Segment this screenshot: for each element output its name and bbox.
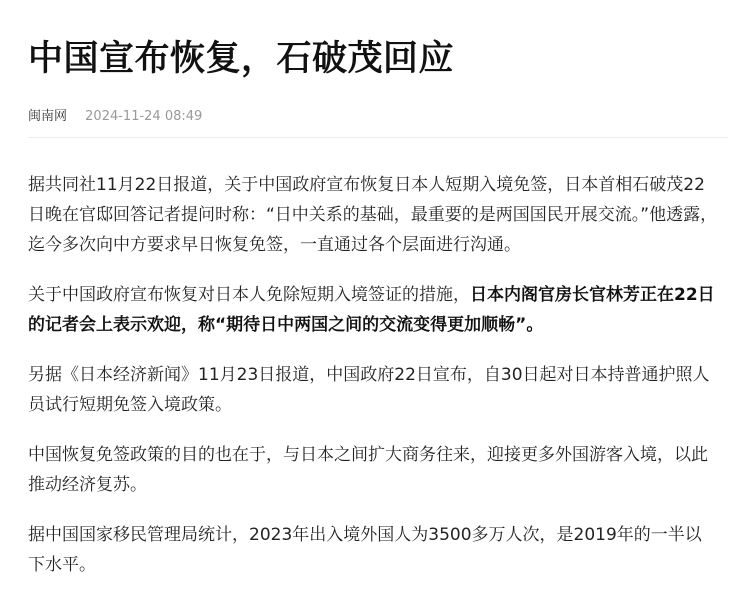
paragraph-text: 关于中国政府宣布恢复对日本人免除短期入境签证的措施， bbox=[28, 285, 470, 305]
article-body bbox=[28, 170, 718, 600]
article-meta bbox=[28, 109, 202, 125]
publish-time: 2024-11-24 08:49 bbox=[85, 109, 203, 124]
paragraph-text: 据共同社11月22日报道，关于中国政府宣布恢复日本人短期入境免签，日本首相石破茂22日晚在官邸回答记者提问时称：“日中关系的基础，最重要的是两国国民开展交流。”他透露，迄今多次向中方要求早日恢复免签，一直通过各个层面进行沟通。 bbox=[28, 175, 718, 255]
paragraph-4 bbox=[28, 440, 718, 500]
paragraph-text: 另据《日本经济新闻》11月23日报道，中国政府22日宣布，自30日起对日本持普通护照人员试行短期免签入境政策。 bbox=[28, 365, 710, 415]
article-title: 中国宣布恢复，石破茂回应 bbox=[28, 39, 455, 79]
paragraph-text: 据中国国家移民管理局统计，2023年出入境外国人为3500多万人次，是2019年的一半以下水平。 bbox=[28, 525, 702, 575]
paragraph-1 bbox=[28, 170, 718, 260]
paragraph-5 bbox=[28, 520, 718, 580]
source-name[interactable]: 闽南网 bbox=[28, 109, 68, 124]
divider bbox=[28, 137, 728, 138]
paragraph-bold-text: 日本内阁官房长官林芳正在22日的记者会上表示欢迎，称“期待日中两国之间的交流变得更加顺畅”。 bbox=[28, 285, 715, 335]
paragraph-3 bbox=[28, 360, 718, 420]
paragraph-2 bbox=[28, 280, 718, 340]
paragraph-text: 中国恢复免签政策的目的也在于，与日本之间扩大商务往来，迎接更多外国游客入境，以此推动经济复苏。 bbox=[28, 445, 708, 495]
